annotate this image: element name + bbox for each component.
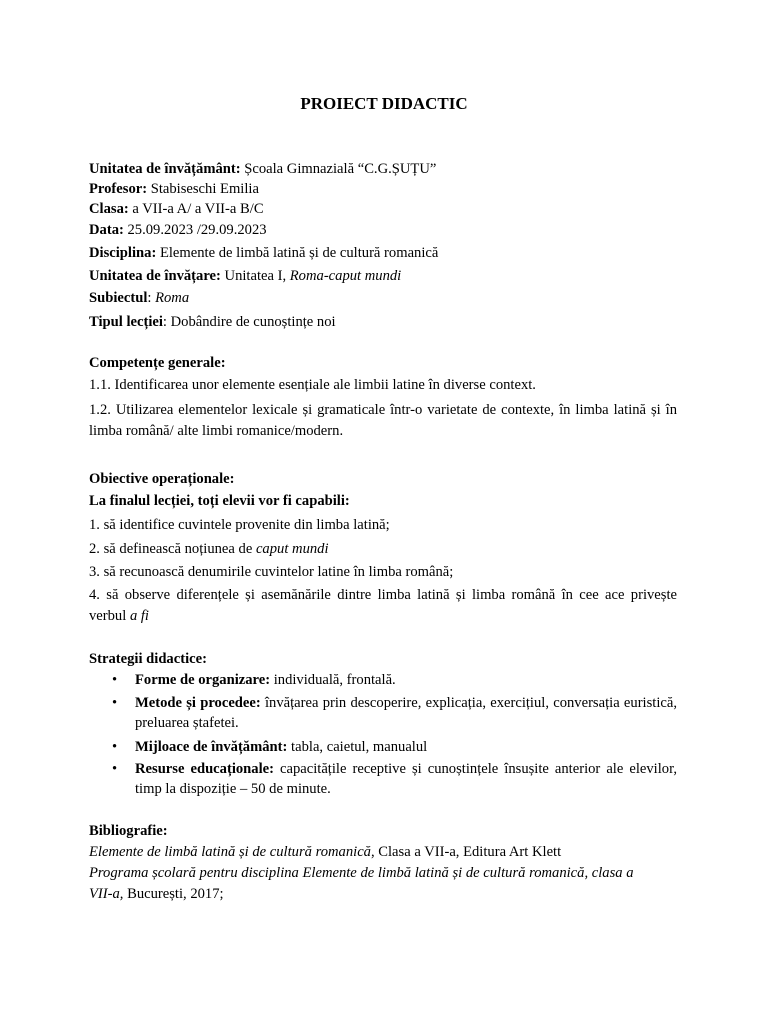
strategie-item: Mijloace de învățământ: tabla, caietul, manualul [135,739,428,755]
bullet-icon: • [112,739,118,755]
strategie-item: Metode și procedee: învățarea prin descoperire, explicația, exercițiul, conversația euristică, preluarea ștafetei. [135,695,678,731]
competente-heading: Competențe generale: [89,355,226,371]
obiectiv-item: 1. să identifice cuvintele provenite din limba latină; [89,517,390,533]
bibliografie-ref: Elemente de limbă latină și de cultură romanică, Clasa a VII-a, Editura Art Klett [89,844,562,860]
info-data: Data: 25.09.2023 /29.09.2023 [89,222,267,238]
info-unitate-invatare: Unitatea de învățare: Unitatea I, Roma-caput mundi [89,268,402,284]
info-clasa: Clasa: a VII-a A/ a VII-a B/C [89,201,264,217]
bullet-icon: • [112,695,118,711]
info-unitate-invatamant: Unitatea de învățământ: Școala Gimnazială “C.G.ȘUȚU” [89,161,437,177]
bibliografie-ref: Programa școlară pentru disciplina Elemente de limbă latină și de cultură romanică, clasa a VII-a, București, 2017; [89,865,634,902]
competenta-item: 1.2. Utilizarea elementelor lexicale și gramaticale într-o varietate de contexte, în limba latină și în limba română/ alte limbi romanice/modern. [89,402,677,439]
info-disciplina: Disciplina: Elemente de limbă latină și de cultură romanică [89,245,439,261]
strategie-item: Forme de organizare: individuală, frontală. [135,672,396,688]
obiectiv-item: 3. să recunoască denumirile cuvintelor latine în limba română; [89,564,454,580]
bullet-icon: • [112,761,118,777]
bullet-icon: • [112,672,118,688]
bibliografie-heading: Bibliografie: [89,823,168,839]
strategii-heading: Strategii didactice: [89,651,207,667]
obiectiv-item: 4. să observe diferențele și asemănările dintre limba latină și limba română în cee ace privește verbul a fi [89,587,677,624]
obiectiv-item: 2. să definească noțiunea de caput mundi [89,541,329,557]
info-subiectul: Subiectul: Roma [89,290,190,306]
competenta-item: 1.1. Identificarea unor elemente esențiale ale limbii latine în diverse context. [89,377,536,393]
page-title: PROIECT DIDACTIC [300,94,468,113]
strategie-item: Resurse educaționale: capacitățile receptive și cunoștințele însușite anterior ale elevilor, timp la dispoziție – 50 de minute. [135,761,677,797]
obiective-heading: Obiective operaționale: [89,471,235,487]
info-tipul-lectiei: Tipul lecției: Dobândire de cunoștințe noi [89,314,336,330]
info-profesor: Profesor: Stabiseschi Emilia [89,181,259,197]
obiective-subheading: La finalul lecției, toți elevii vor fi capabili: [89,493,350,509]
